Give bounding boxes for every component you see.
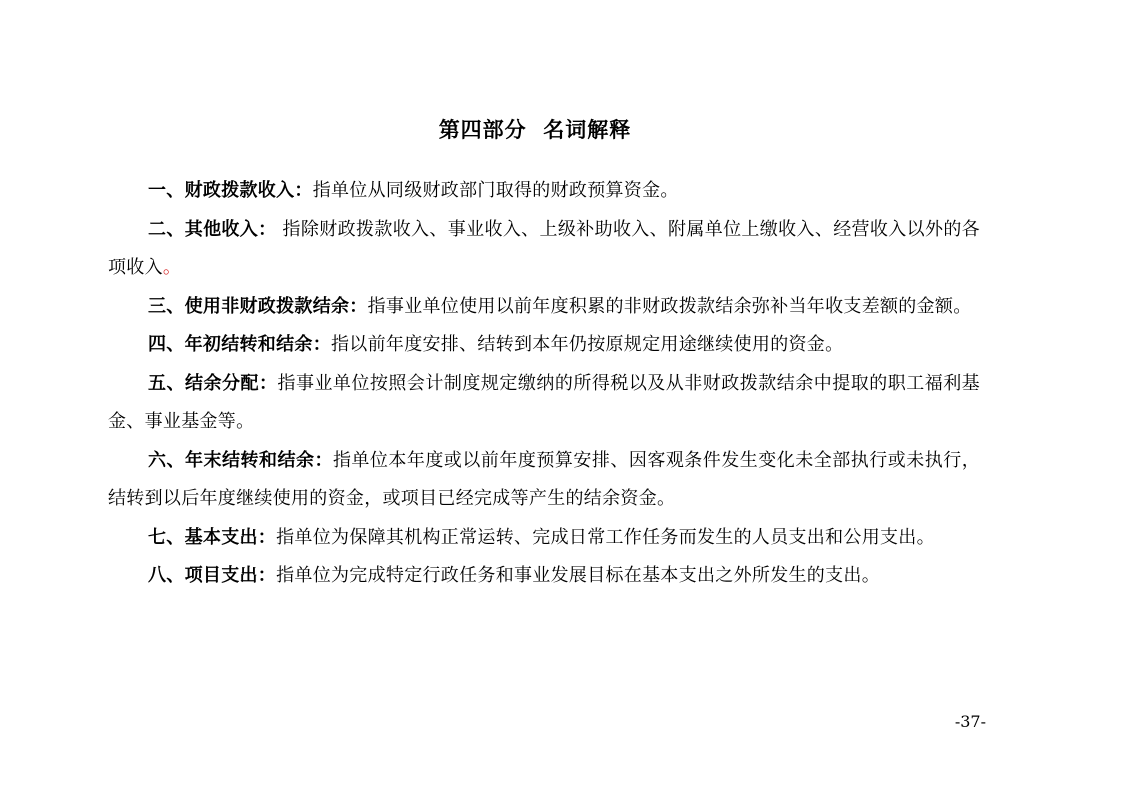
definition-term: 三、使用非财政拨款结余： [148,295,368,317]
definition-paragraph [108,557,980,596]
definition-text: 指事业单位使用以前年度积累的非财政拨款结余弥补当年收支差额的金额。 [367,295,972,317]
definition-term: 七、基本支出： [148,526,277,548]
definition-paragraph [108,442,980,519]
definition-paragraph [108,519,980,558]
definition-text: 指除财政拨款收入、事业收入、上级补助收入、附属单位上缴收入、经营收入以外的各项收入 [108,218,980,278]
definition-text: 指单位为保障其机构正常运转、完成日常工作任务而发生的人员支出和公用支出。 [276,526,935,548]
page-title: 第四部分 名词解释 [438,118,632,142]
definition-term: 五、结余分配： [148,372,278,394]
definition-text: 指单位从同级财政部门取得的财政预算资金。 [312,180,679,201]
definition-text: 指事业单位按照会计制度规定缴纳的所得税以及从非财政拨款结余中提取的职工福利基金、事业基金等。 [108,372,980,432]
definition-text: 指单位为完成特定行政任务和事业发展目标在基本支出之外所发生的支出。 [276,565,881,586]
definition-term: 一、财政拨款收入： [148,180,313,201]
page-number: -37- [954,712,986,731]
definition-text: 指以前年度安排、结转到本年仍按原规定用途继续使用的资金。 [331,334,844,355]
definition-paragraph [108,172,980,211]
definition-term: 四、年初结转和结余： [148,334,331,355]
definitions-list [108,172,980,596]
definition-paragraph [108,211,980,288]
definition-paragraph [108,288,980,327]
definition-term: 八、项目支出： [148,565,277,586]
definition-paragraph [108,365,980,442]
definition-paragraph [108,326,980,365]
definition-term: 六、年末结转和结余： [148,449,333,471]
definition-term: 二、其他收入： [148,218,277,240]
definition-ending: 。 [162,257,182,278]
definition-text: 指单位本年度或以前年度预算安排、因客观条件发生变化未全部执行或未执行，结转到以后年度继续使用的资金，或项目已经完成等产生的结余资金。 [108,449,981,509]
